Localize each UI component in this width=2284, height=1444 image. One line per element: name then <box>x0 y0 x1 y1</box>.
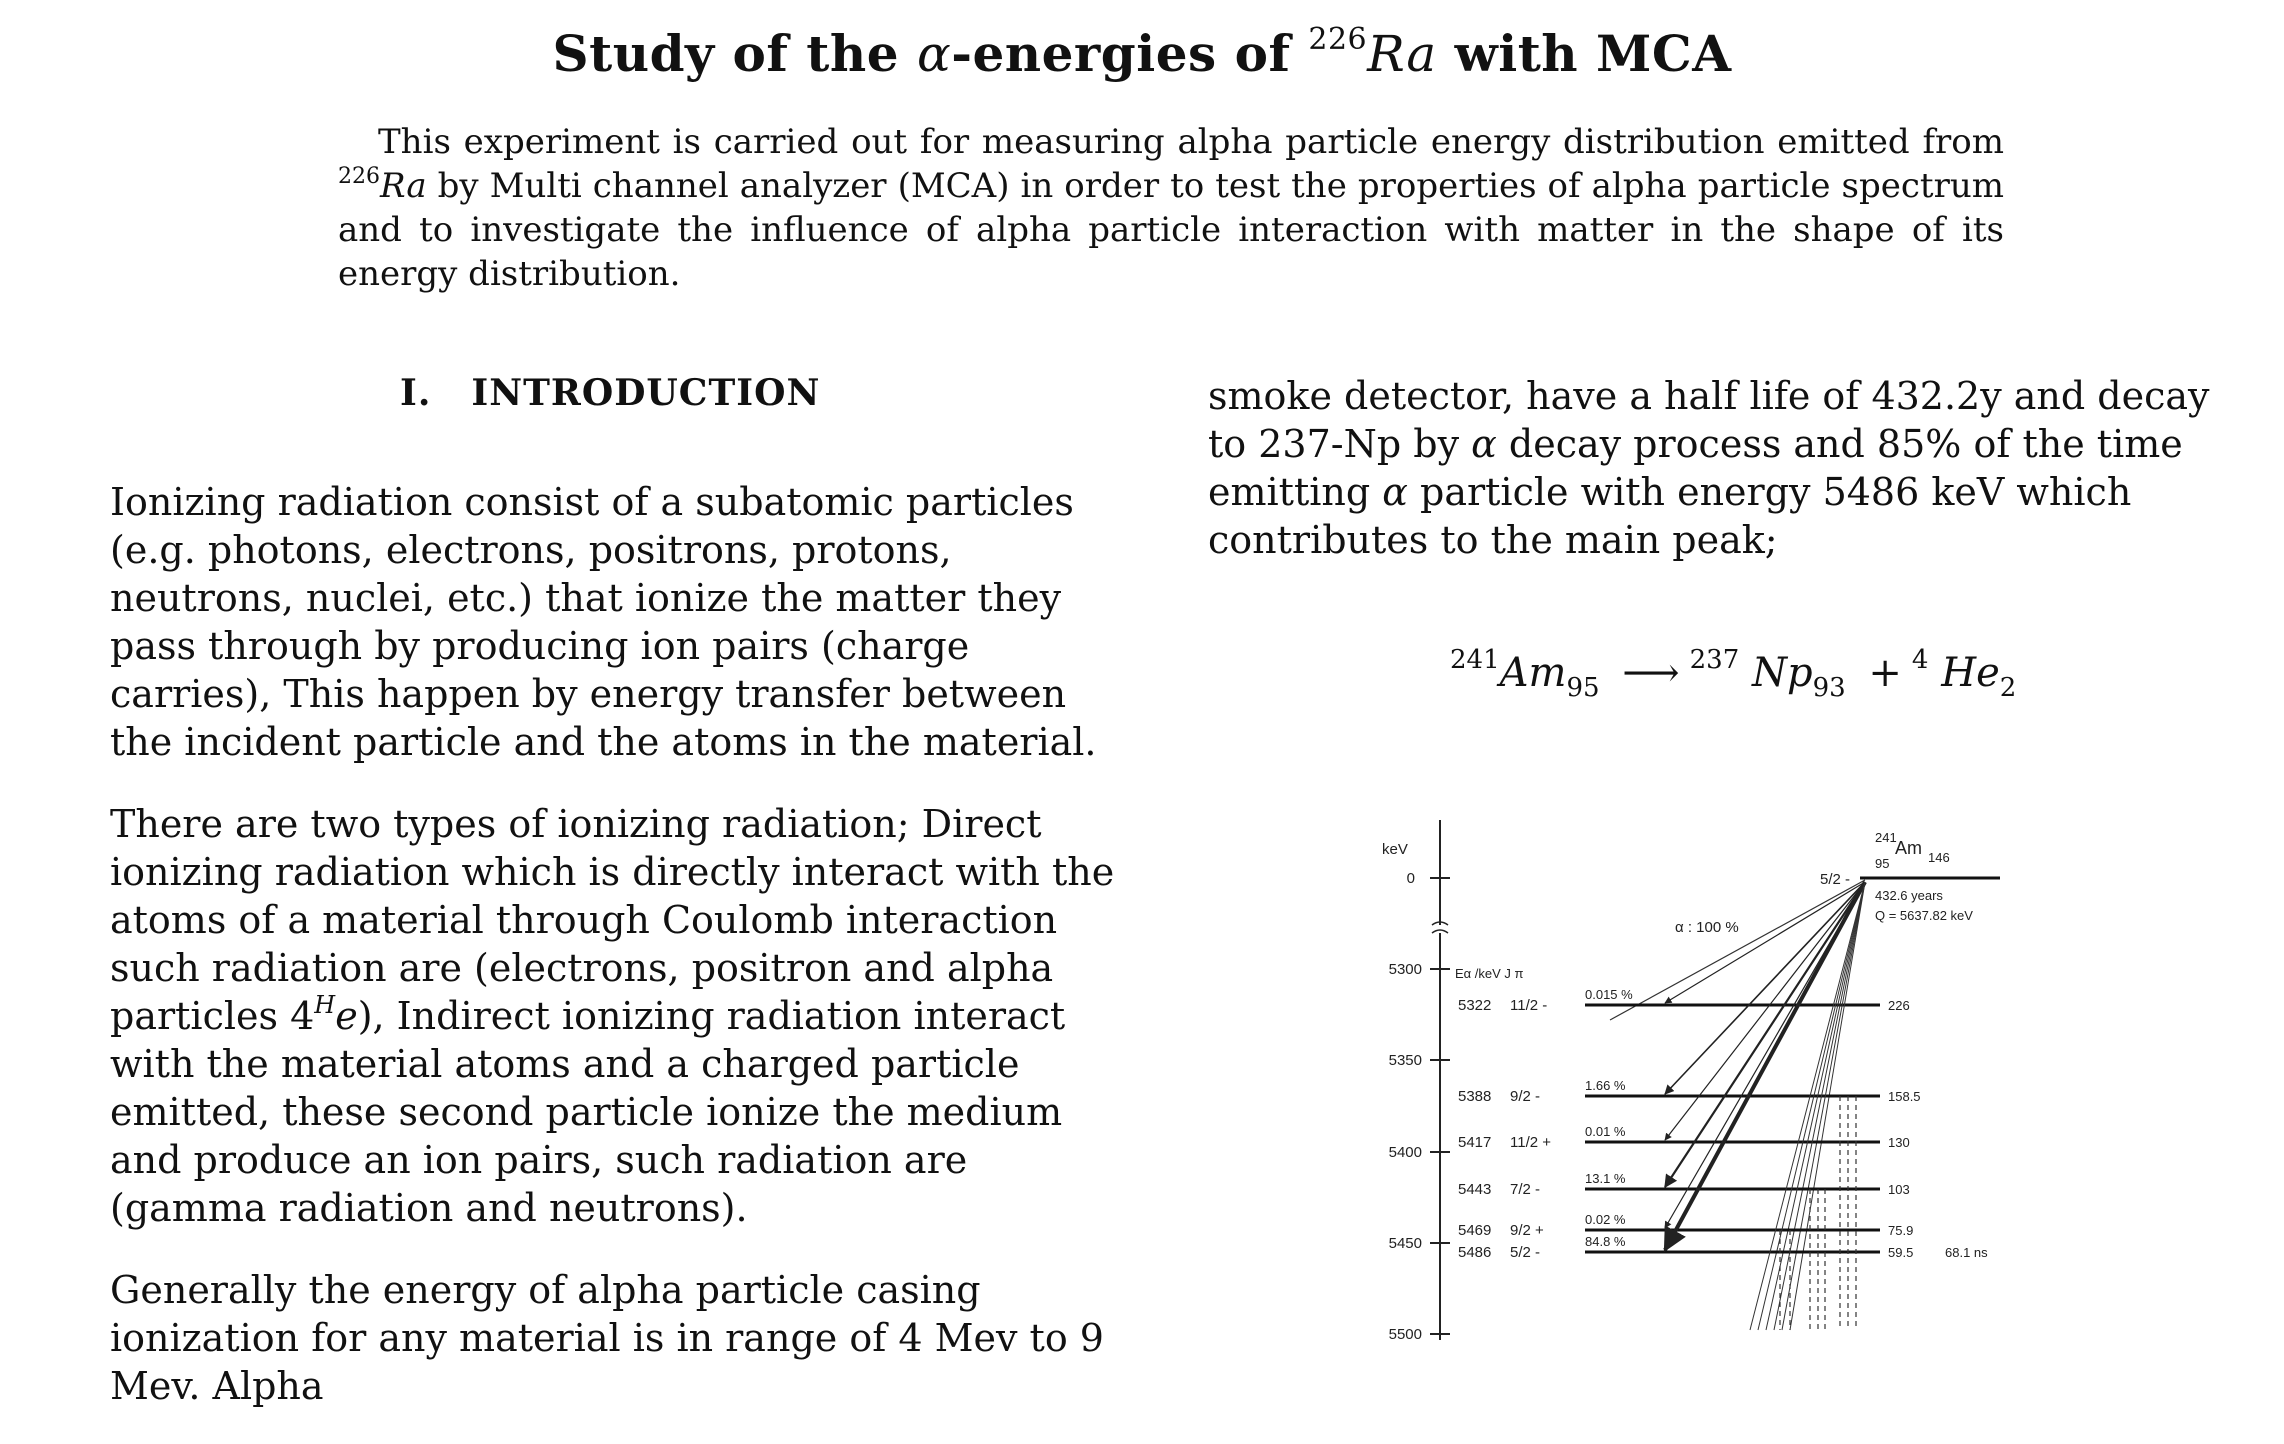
level-intensity: 1.66 % <box>1585 1078 1626 1093</box>
level-spin: 9/2 - <box>1510 1088 1541 1105</box>
abstract: This experiment is carried out for measuring alpha particle energy distribution emitted from $^{226}$Ra by Multi channel analyzer (MCA) in order to test the properties of alpha particle spectrum and to investigate the influence of alpha particle interaction with matter in the shape of its energy distribution. <box>338 122 2004 294</box>
axis-tick-5350: 5350 <box>1388 1052 1422 1069</box>
left-column <box>110 478 1120 1444</box>
level-energy-kev: 75.9 <box>1888 1223 1914 1238</box>
axis-tick-5400: 5400 <box>1388 1144 1422 1161</box>
gamma-line <box>1758 882 1865 1330</box>
level-energy-kev: 103 <box>1888 1182 1910 1197</box>
axis-unit: keV <box>1382 841 1408 858</box>
level-intensity: 13.1 % <box>1585 1171 1626 1186</box>
level-energy: 5486 <box>1458 1244 1492 1261</box>
parent-spin: 5/2 - <box>1819 871 1850 888</box>
level-halflife: 68.1 ns <box>1945 1245 1988 1260</box>
paragraph-ionizing-radiation: Ionizing radiation consist of a subatomic particles (e.g. photons, electrons, positrons, protons, neutrons, nuclei, etc.) that ionize the matter they pass through by producing ion pairs (charge carries), This happen by energy transfer between the incident particle and the atoms in the material. <box>110 480 1097 764</box>
level-energy: 5322 <box>1458 997 1492 1014</box>
section-heading-introduction: I. INTRODUCTION <box>400 372 821 414</box>
paragraph-smoke-detector: smoke detector, have a half life of 432.2y and decay to 237-Np by α decay process and 85% of the time emitting α particle with energy 5486 keV which contributes to the main peak; <box>1208 374 2210 562</box>
parent-q: Q = 5637.82 keV <box>1875 908 1973 923</box>
parent-z: 95 <box>1875 856 1890 871</box>
level-spin: 7/2 - <box>1510 1181 1541 1198</box>
level-spin: 11/2 + <box>1510 1134 1552 1151</box>
level-intensity: 0.01 % <box>1585 1124 1626 1139</box>
parent-halflife: 432.6 years <box>1875 888 1943 903</box>
column-header: Eα /keV J π <box>1455 966 1524 981</box>
decay-scheme-diagram <box>1370 820 2020 1343</box>
level-energy-kev: 130 <box>1888 1135 1910 1150</box>
level-spin: 9/2 + <box>1510 1222 1544 1239</box>
gamma-line <box>1766 882 1865 1330</box>
right-column <box>1208 372 2238 564</box>
level-energy: 5469 <box>1458 1222 1492 1239</box>
decay-equation: $^{241}Am_{95}$ ⟶ $^{237}$ $Np_{93} + ^4$ $He_2$ <box>1450 645 2017 703</box>
axis-tick-5500: 5500 <box>1388 1326 1422 1343</box>
level-energy: 5417 <box>1458 1134 1492 1151</box>
gamma-line <box>1774 882 1865 1330</box>
level-spin: 5/2 - <box>1510 1244 1541 1261</box>
level-intensity: 0.02 % <box>1585 1212 1626 1227</box>
level-energy-kev: 59.5 <box>1888 1245 1914 1260</box>
level-spin: 11/2 - <box>1510 997 1548 1014</box>
level-energy-kev: 226 <box>1888 998 1910 1013</box>
level-intensity: 0.015 % <box>1585 987 1633 1002</box>
alpha-transition-arrow <box>1665 882 1865 1003</box>
axis-tick-5450: 5450 <box>1388 1235 1422 1252</box>
axis-tick-5300: 5300 <box>1388 961 1422 978</box>
alpha-transition-arrow <box>1665 882 1865 1250</box>
decay-scheme-figure <box>1370 820 2020 1343</box>
paragraph-alpha-energy: Generally the energy of alpha particle casing ionization for any material is in range of 4 Mev to 9 Mev. Alpha <box>110 1268 1104 1408</box>
parent-symbol: Am <box>1895 838 1922 858</box>
level-energy-kev: 158.5 <box>1888 1089 1921 1104</box>
parent-mass: 241 <box>1875 830 1897 845</box>
level-intensity: 84.8 % <box>1585 1234 1626 1249</box>
alpha-branch: α : 100 % <box>1675 919 1739 936</box>
level-energy: 5388 <box>1458 1088 1492 1105</box>
axis-tick-0: 0 <box>1406 870 1415 887</box>
paragraph-types-of-radiation: There are two types of ionizing radiation; Direct ionizing radiation which is directly interact with the atoms of a material through Coulomb interaction such radiation are (electrons, positron and alpha particles $4^He$), Indirect ionizing radiation interact with the material atoms and a charged particle emitted, these second particle ionize the medium and produce an ion pairs, such radiation are (gamma radiation and neutrons). <box>110 802 1115 1230</box>
parent-n: 146 <box>1928 850 1950 865</box>
level-energy: 5443 <box>1458 1181 1492 1198</box>
paper-title: Study of the α-energies of $^{226}$Ra with MCA <box>552 22 1732 83</box>
daughter-levels <box>1458 882 1988 1330</box>
gamma-line <box>1782 882 1865 1330</box>
